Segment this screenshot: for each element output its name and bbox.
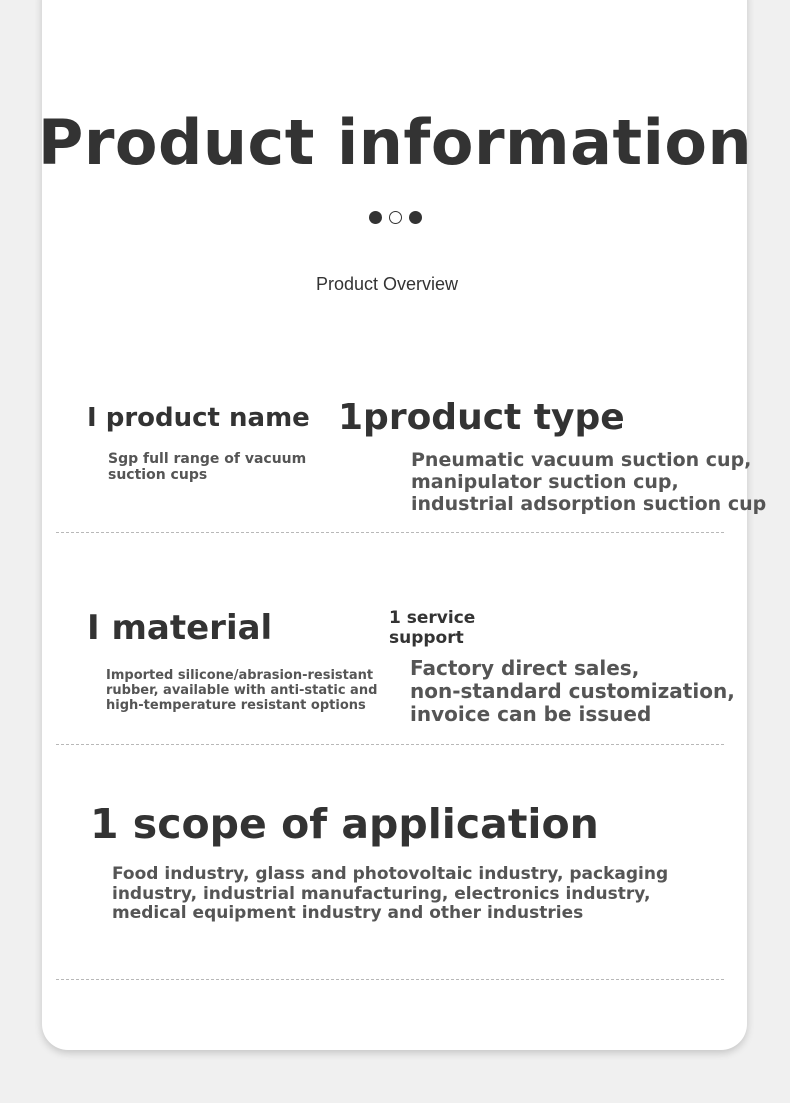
page-title: Product information	[37, 106, 753, 179]
service-support-label-line: support	[389, 628, 464, 648]
product-type-line: industrial adsorption suction cup	[411, 493, 767, 515]
scope-of-application-label: 1 scope of application	[90, 800, 599, 848]
section-divider	[56, 744, 724, 745]
service-support-line: invoice can be issued	[410, 702, 652, 726]
scope-line: Food industry, glass and photovoltaic industry, packaging	[112, 864, 669, 884]
product-type-label: 1product type	[338, 397, 625, 438]
dot-icon	[369, 211, 382, 224]
section-divider	[56, 979, 724, 980]
material-line: rubber, available with anti-static and	[106, 683, 378, 698]
product-name-label: I product name	[87, 403, 310, 433]
service-support-line: Factory direct sales,	[410, 656, 640, 680]
material-line: Imported silicone/abrasion-resistant	[106, 668, 374, 683]
material-line: high-temperature resistant options	[106, 698, 366, 713]
material-label: I material	[87, 608, 273, 648]
dot-icon	[409, 211, 422, 224]
section-subtitle: Product Overview	[315, 274, 459, 294]
product-type-line: Pneumatic vacuum suction cup,	[411, 449, 752, 471]
service-support-value	[410, 657, 735, 726]
scope-line: industry, industrial manufacturing, electronics industry,	[112, 883, 651, 904]
scope-of-application-value	[112, 865, 668, 924]
scope-line: medical equipment industry and other industries	[112, 903, 584, 923]
decorative-dots	[0, 211, 790, 224]
dot-outline-icon	[389, 211, 402, 224]
product-name-line: Sgp full range of vacuum	[108, 451, 307, 467]
service-support-label-line: 1 service	[389, 608, 476, 628]
product-type-value	[411, 449, 766, 515]
product-name-line: suction cups	[108, 467, 208, 483]
section-divider	[56, 532, 724, 533]
service-support-line: non-standard customization,	[410, 679, 735, 703]
product-name-value	[108, 451, 306, 483]
service-support-label	[389, 608, 475, 648]
material-value	[106, 668, 377, 713]
product-type-line: manipulator suction cup,	[411, 471, 679, 493]
